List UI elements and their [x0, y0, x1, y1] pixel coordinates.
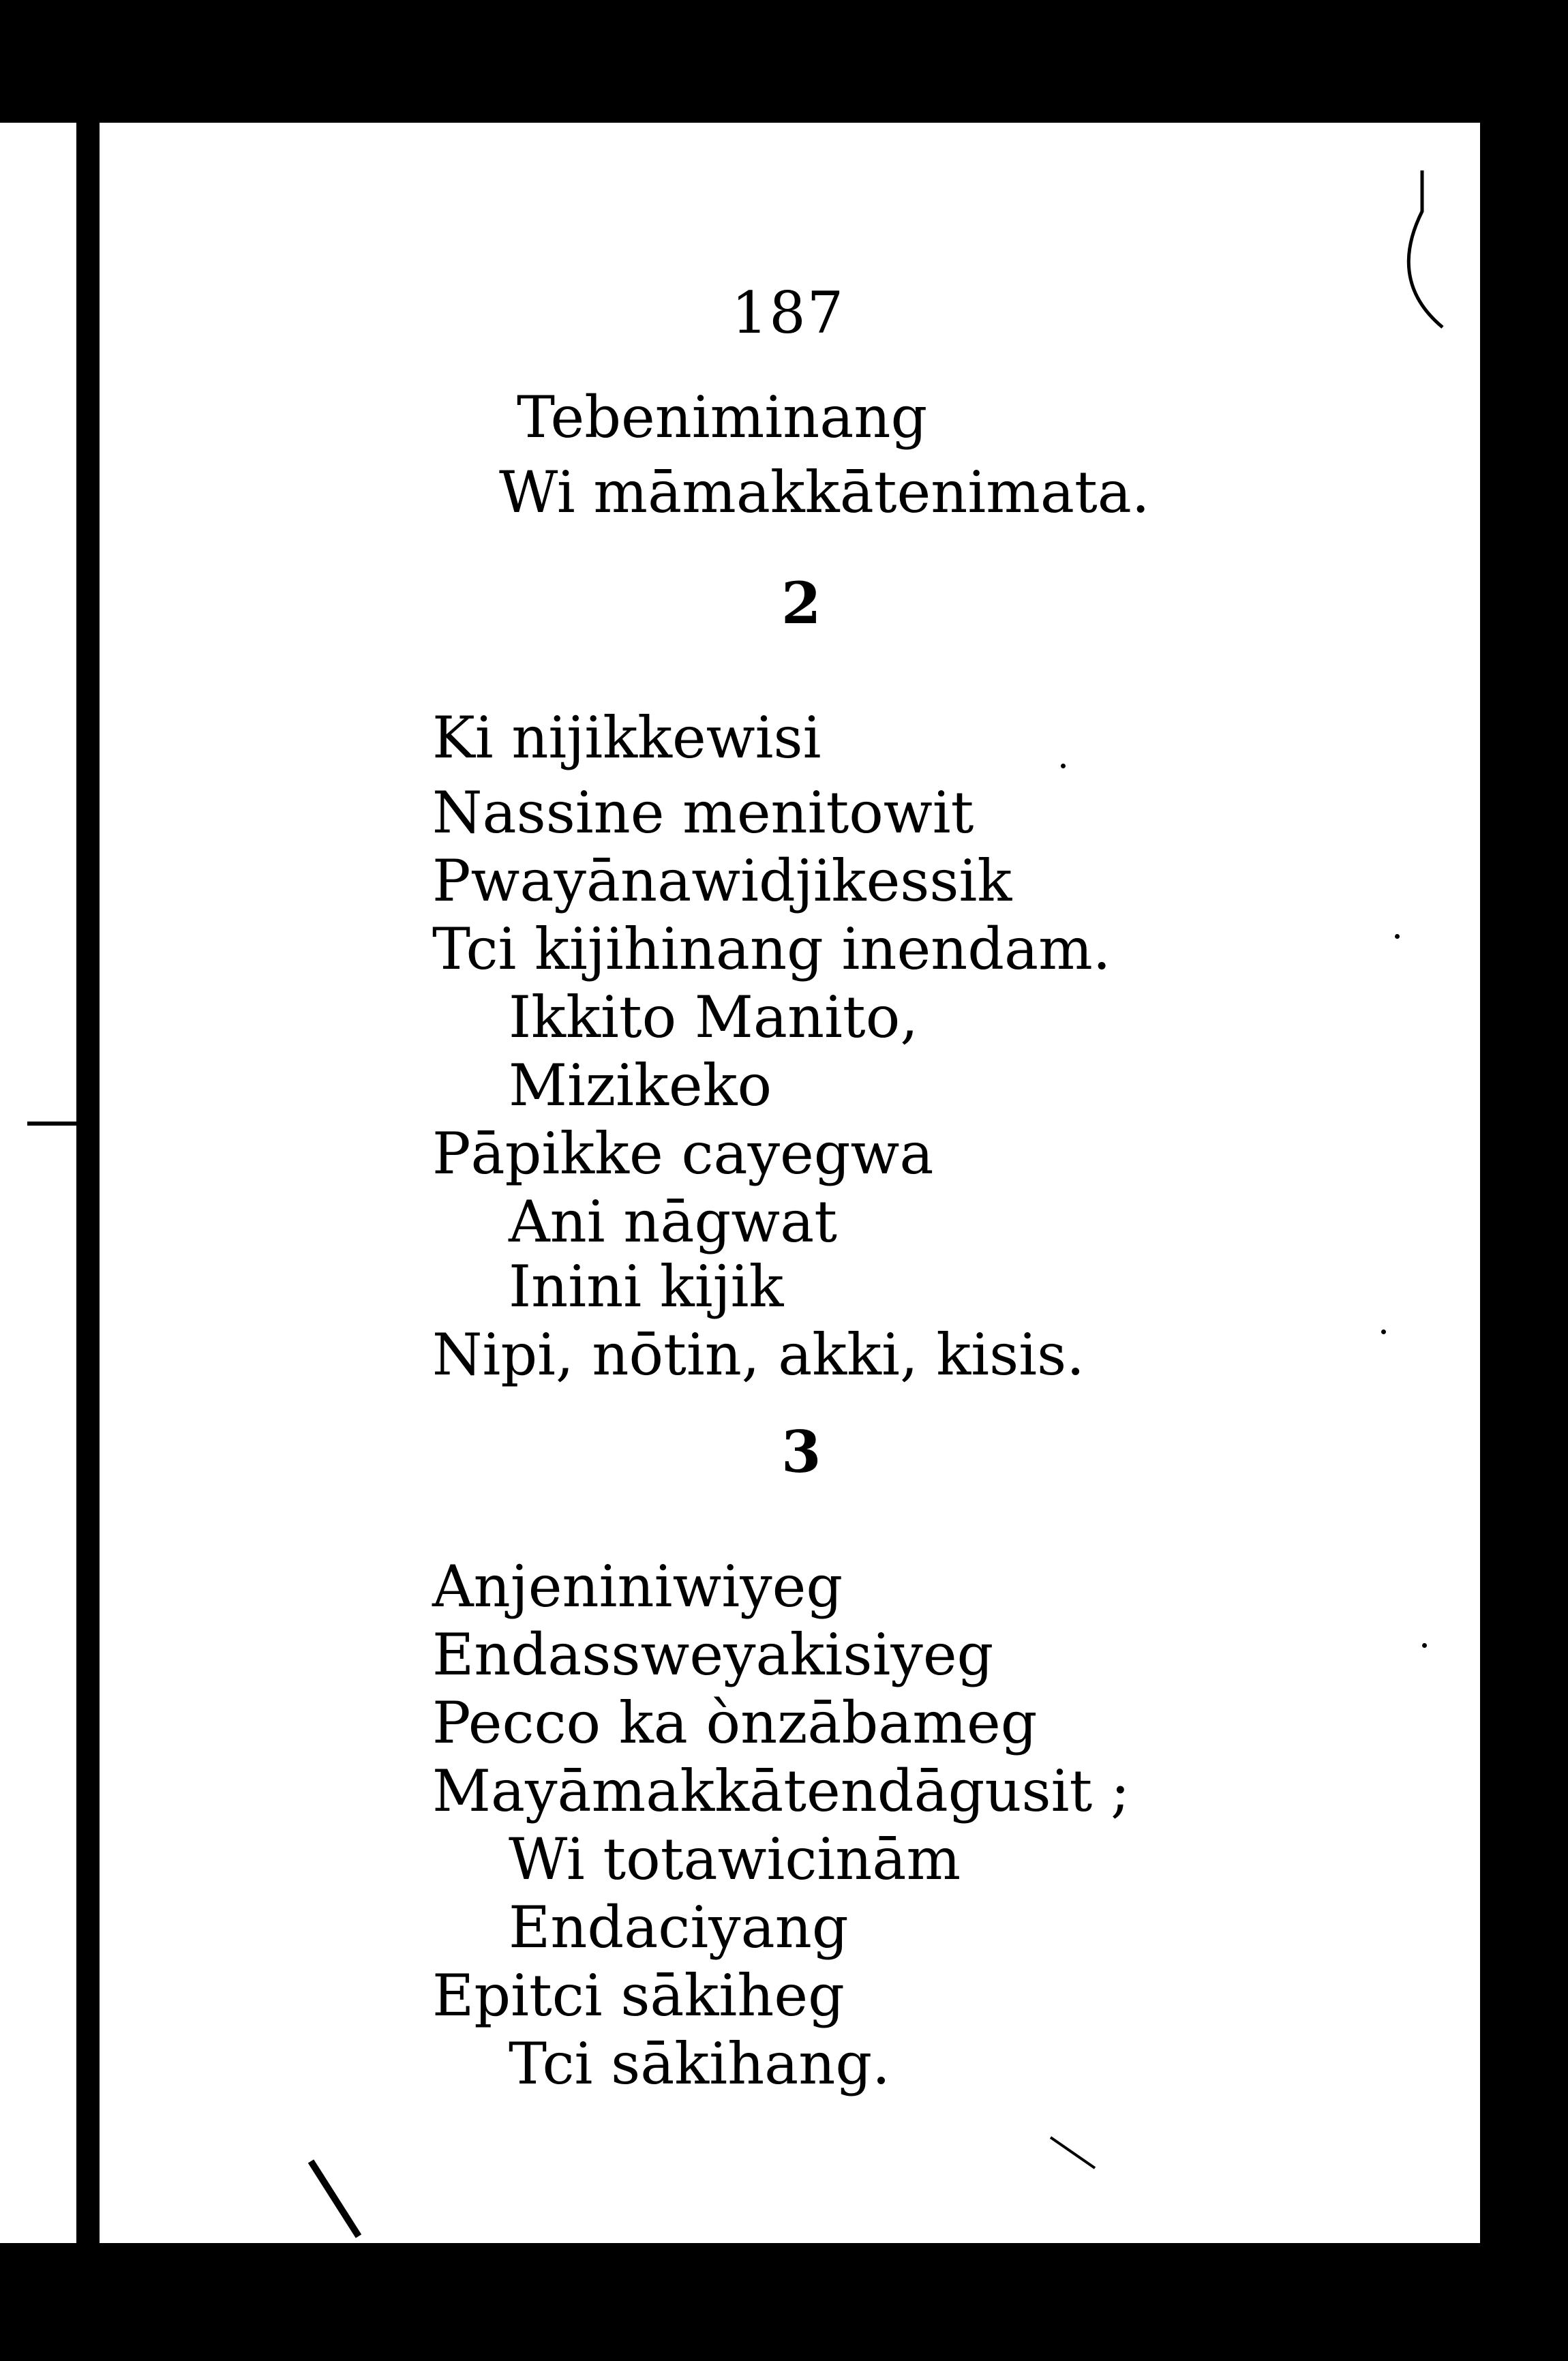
verse-line: Ani nāgwat: [509, 1188, 838, 1255]
stanza-number: 3: [781, 1418, 821, 1486]
verse-line: Epitci sākiheg: [432, 1962, 845, 2029]
verse-line: Anjeniniwiyeg: [432, 1553, 843, 1620]
verse-line: Pāpikke cayegwa: [432, 1120, 934, 1187]
verse-line: Endassweyakisiyeg: [432, 1621, 994, 1688]
verse-line: Inini kijik: [509, 1253, 784, 1320]
scan-speck: [1061, 764, 1066, 768]
verse-line: Tci kijihinang inendam.: [432, 916, 1111, 982]
verse-line: Wi totawicinām: [509, 1826, 961, 1893]
verse-line: Tebeniminang: [517, 384, 928, 451]
page-number: 187: [731, 280, 845, 346]
book-page: [100, 123, 1480, 2243]
verse-line: Nipi, nōtin, akki, kisis.: [432, 1321, 1085, 1388]
spine-edge: [0, 123, 76, 2243]
verse-line: Mayāmakkātendāgusit ;: [432, 1758, 1130, 1824]
verse-line: Endaciyang: [509, 1894, 849, 1961]
verse-line: Ki nijikkewisi: [432, 704, 821, 771]
verse-line: Ikkito Manito,: [509, 984, 918, 1051]
scan-speck: [1395, 934, 1400, 939]
verse-line: Pecco ka ònzābameg: [432, 1689, 1038, 1756]
verse-line: Wi māmakkātenimata.: [499, 459, 1150, 526]
stanza-number: 2: [781, 569, 821, 637]
edge-curve-mark: [1395, 170, 1449, 348]
scan-speck: [1422, 1643, 1427, 1648]
verse-line: Tci sākihang.: [509, 2030, 890, 2097]
gutter-shadow: [76, 123, 100, 2243]
bottom-right-mark: [1047, 2134, 1102, 2175]
verse-line: Pwayānawidjikessik: [432, 847, 1012, 914]
verse-line: Mizikeko: [509, 1052, 772, 1119]
scan-speck: [1381, 1329, 1386, 1334]
bottom-slash-mark: [304, 2154, 386, 2243]
verse-line: Nassine menitowit: [432, 779, 974, 846]
left-edge-tick: [27, 1122, 76, 1126]
